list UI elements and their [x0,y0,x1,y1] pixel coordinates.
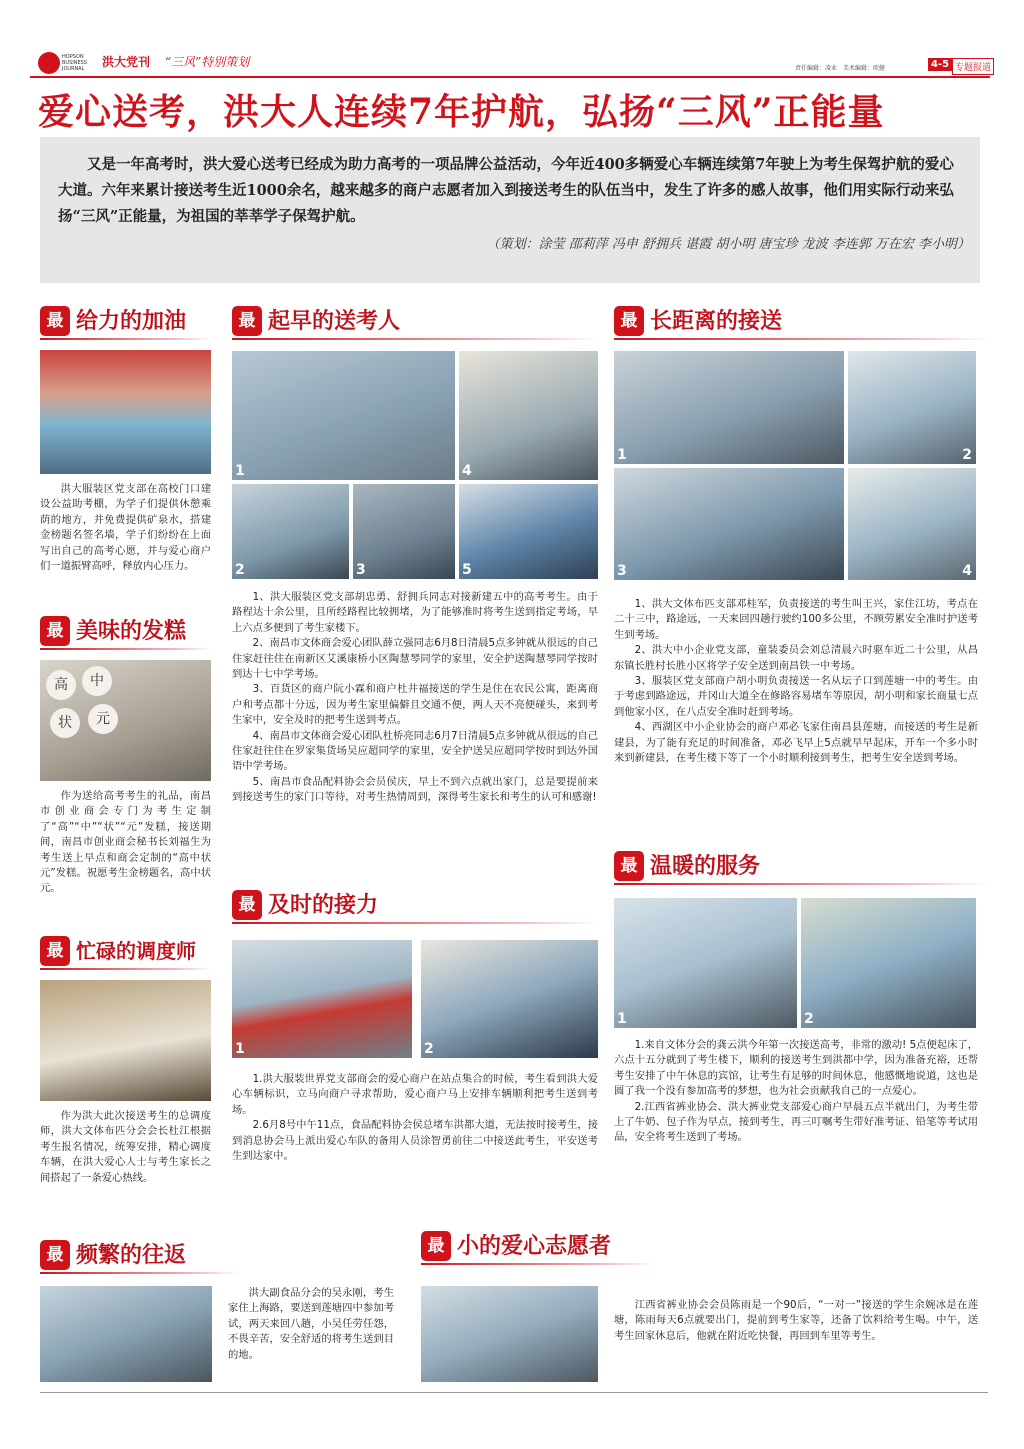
badge-icon: 最 [232,306,262,336]
section-underline [232,338,600,340]
paragraph: 1.来自文体分会的龚云洪今年第一次接送高考，非常的激动! 5点便起床了，六点十五分就到了考生楼下，顺利的接送考生到洪都中学，因为准备充裕，还帮考生安排了中午休息的宾馆，让考生有足够的时间休息，他感慨地说道，这也是圆了我一个没有参加高考的梦想，也为社会贡献我自己的一点爱心。 [614,1039,978,1098]
photo-number: 2 [962,447,972,463]
editor-credit: 责任编辑：凌业 美术编辑：欧健 [795,65,886,72]
photo-round-trips [40,1286,212,1382]
photo-number: 1 [617,1011,627,1027]
photo-number: 2 [804,1011,814,1027]
section-text [232,1072,598,1164]
paragraph: 2、洪大中小企业党支部，童装委员会刘总清晨六时驱车近二十公里，从昌东镇长胜村长胜小区将学子安全送到南昌铁一中考场。 [614,644,978,672]
photo-cakes [40,660,211,781]
header-divider [30,76,990,78]
section-title: 美味的发糕 [76,618,187,644]
section-heading-cake [40,614,212,648]
brand-english: HOPSON BUSINESS JOURNAL [62,54,87,72]
special-feature-label: “三风”特别策划 [165,55,250,69]
section-text [232,590,598,806]
section-title: 频繁的往返 [76,1242,187,1268]
photo-long-2 [848,351,976,464]
photo-long-3 [614,468,844,580]
paragraph: 4、西湖区中小企业协会的商户邓必飞家住南昌县莲塘，而接送的考生是新建县，为了能有充足的时间准备，邓必飞早上5点就早早起床，开车一个多小时来到新建县，在考生楼下等了一个小时顺利接到考生，把考生安全送到考场。 [614,721,978,765]
photo-cheer-tent [40,350,211,474]
photo-long-1 [614,351,844,464]
section-title: 长距离的接送 [650,308,783,334]
photo-number: 3 [356,562,366,578]
badge-icon: 最 [40,306,70,336]
paragraph: 2.6月8号中午11点，食品配料协会侯总堵车洪都大道，无法按时接考生，接到消息协会马上派出爱心车队的备用人员涂智勇前往二中接送此考生，平安送考生到达家中。 [232,1119,598,1163]
intro-credit: （策划：涂莹 邵莉萍 冯申 舒拥兵 谌霞 胡小明 唐宝珍 龙波 李连郭 万在宏 李小明） [486,237,970,252]
section-heading-round-trips [40,1238,240,1272]
photo-number: 2 [424,1041,434,1057]
paragraph: 3、百货区的商户阮小霖和商户杜井福接送的学生是住在农民公寓，距离商户和考点都十分远，因为考生家里偏僻且交通不便，两人天不亮便碰头，来到考生家中，安全及时的把考生送到考点。 [232,683,598,727]
badge-icon: 最 [421,1231,451,1261]
page-title: 爱心送考，洪大人连续7年护航，弘扬“三风”正能量 [38,91,885,133]
paragraph: 1、洪大文体布匹支部邓桂军，负责接送的考生叫王兴，家住江坊，考点在二十三中，路途远，一天来回四趟行驶约100多公里，不顾劳累安全准时护送考生到考场。 [614,598,978,641]
brand-name: 洪大党刊 [102,55,151,69]
section-underline [421,1263,655,1265]
section-underline [614,338,988,340]
section-label: 专题报道 [952,58,994,75]
section-underline [614,883,988,885]
photo-number: 1 [235,463,245,479]
section-underline [232,922,600,924]
photo-early-5 [459,484,598,579]
paragraph: 2、南昌市文体商会爱心团队薛立强同志6月8日清晨5点多钟就从很远的自己住家赶往住在南新区艾溪康桥小区陶慧琴同学的家里，安全护送陶慧琴同学按时到达十七中学考场。 [232,637,599,681]
photo-number: 1 [617,447,627,463]
section-title: 小的爱心志愿者 [457,1233,612,1259]
photo-early-2 [232,484,349,579]
photo-number: 3 [617,563,627,579]
photo-dispatcher [40,980,211,1101]
cake-char: 元 [88,704,118,734]
section-title: 忙碌的调度师 [76,939,196,963]
section-text [614,1038,978,1146]
section-text: 江西省裤业协会会员陈雨是一个90后，“一对一”接送的学生余婉冰是在莲塘，陈雨每天6点就要出门，提前到考生家等，还备了饮料给考生喝。中午，送考生回家休息后，他就在附近吃快餐，再回到车里等考生。 [614,1299,978,1342]
photo-long-4 [848,468,976,580]
section-title: 及时的接力 [268,892,379,918]
section-text: 洪大服装区党支部在高校门口建设公益助考棚，为学子们提供休憩乘荫的地方，并免费提供矿泉水，搭建金榜题名签名墙，学子们纷纷在上面写出自己的高考心愿，并与爱心商户们一道振臂高呼，释放内心压力。 [40,483,211,573]
photo-early-4 [459,351,598,480]
paragraph: 1、洪大服装区党支部胡忠勇、舒拥兵同志对接新建五中的高考考生。由于路程达十余公里，且所经路程比较拥堵，为了能够准时将考生送到指定考场，早上六点多便到了考生家楼下。 [232,591,598,634]
section-title: 给力的加油 [76,308,187,334]
badge-icon: 最 [614,306,644,336]
section-underline [40,648,212,650]
cake-char: 状 [50,708,80,738]
photo-warm-2 [801,898,976,1028]
party-logo-icon [38,52,60,74]
section-heading-relay [232,888,600,922]
photo-warm-1 [614,898,797,1028]
photo-relay-2 [421,940,598,1058]
section-title: 温暖的服务 [650,853,761,879]
photo-number: 4 [962,563,972,579]
paragraph: 1.洪大服装世界党支部商会的爱心商户在站点集合的时候，考生看到洪大爱心车辆标识，立马向商户寻求帮助，爱心商户马上安排车辆顺利把考生送到考场。 [232,1073,598,1116]
paragraph: 3、服装区党支部商户胡小明负责接送一名从坛子口到莲塘一中的考生。由于考虑到路途远，并冈山大道全在修路容易堵车等原因，胡小明和家长商量七点到他家小区，在八点安全准时赶到考场。 [614,675,978,718]
paragraph: 5、南昌市食品配料协会会员侯庆，早上不到六点就出家门，总是要提前来到接送考生的家门口等待，对考生热情周到，深得考生家长和考生的认可和感谢! [232,775,598,804]
bottom-divider [40,1392,988,1393]
section-text: 作为送给高考考生的礼品，南昌市创业商会专门为考生定制了“高”“中”“状”“元”发糕，接送期间，南昌市创业商会秘书长刘福生为考生送上早点和商会定制的“高中状元”发糕。祝愿考生金榜题名，高中状元。 [40,790,211,895]
section-heading-early [232,304,600,338]
photo-young-volunteer [421,1286,598,1382]
photo-number: 1 [235,1041,245,1057]
photo-early-3 [353,484,455,579]
paragraph: 2.江西省裤业协会、洪大裤业党支部爱心商户早晨五点半就出门，为考生带上了牛奶、包子作为早点，接到考生，再三叮嘱考生带好准考证、铅笔等考试用品，安全将考生送到了考场。 [614,1100,978,1144]
badge-icon: 最 [614,851,644,881]
photo-early-1 [232,351,455,480]
badge-icon: 最 [232,890,262,920]
section-heading-warm-service [614,849,988,883]
photo-number: 2 [235,562,245,578]
badge-icon: 最 [40,616,70,646]
photo-relay-1 [232,940,412,1058]
section-title: 起早的送考人 [268,308,401,334]
cake-char: 高 [46,670,76,700]
section-text: 洪大副食品分会的吴永刚，考生家住上海路，要送到莲塘四中参加考试，两天来回八趟，小吴任劳任怨，不畏辛苦，安全舒适的将考生送到目的地。 [228,1287,394,1361]
section-text [614,597,978,766]
paragraph: 4、南昌市文体商会爱心团队杜桥亮同志6月7日清晨5点多钟就从很远的自己住家赶往住在罗家集货场吴应超同学的家里，安全护送吴应超同学按时到达外国语中学考场。 [232,729,599,773]
intro-text: 又是一年高考时，洪大爱心送考已经成为助力高考的一项品牌公益活动，今年近400多辆爱心车辆连续第7年驶上为考生保驾护航的爱心大道。六年来累计接送考生近1000余名，越来越多的商户志愿者加入到接送考生的队伍当中，发生了许多的感人故事，他们用实际行动来弘扬“三风”正能量，为祖国的莘莘学子保驾护航。 [58,156,954,225]
section-heading-long-distance [614,304,988,338]
badge-icon: 最 [40,936,70,966]
photo-number: 5 [462,562,472,578]
section-underline [40,338,212,340]
cake-char: 中 [82,666,112,696]
badge-icon: 最 [40,1240,70,1270]
section-underline [40,1272,240,1274]
section-heading-young-volunteer [421,1229,655,1263]
section-heading-cheer [40,304,212,338]
photo-number: 4 [462,463,472,479]
section-underline [40,968,212,970]
section-text: 作为洪大此次接送考生的总调度师，洪大文体布匹分会会长杜江根据考生报名情况，统筹安排，精心调度车辆，在洪大爱心人士与考生家长之间搭起了一条爱心热线。 [40,1110,211,1184]
page-number: 4-5 [928,58,952,71]
section-heading-dispatcher [40,934,212,968]
